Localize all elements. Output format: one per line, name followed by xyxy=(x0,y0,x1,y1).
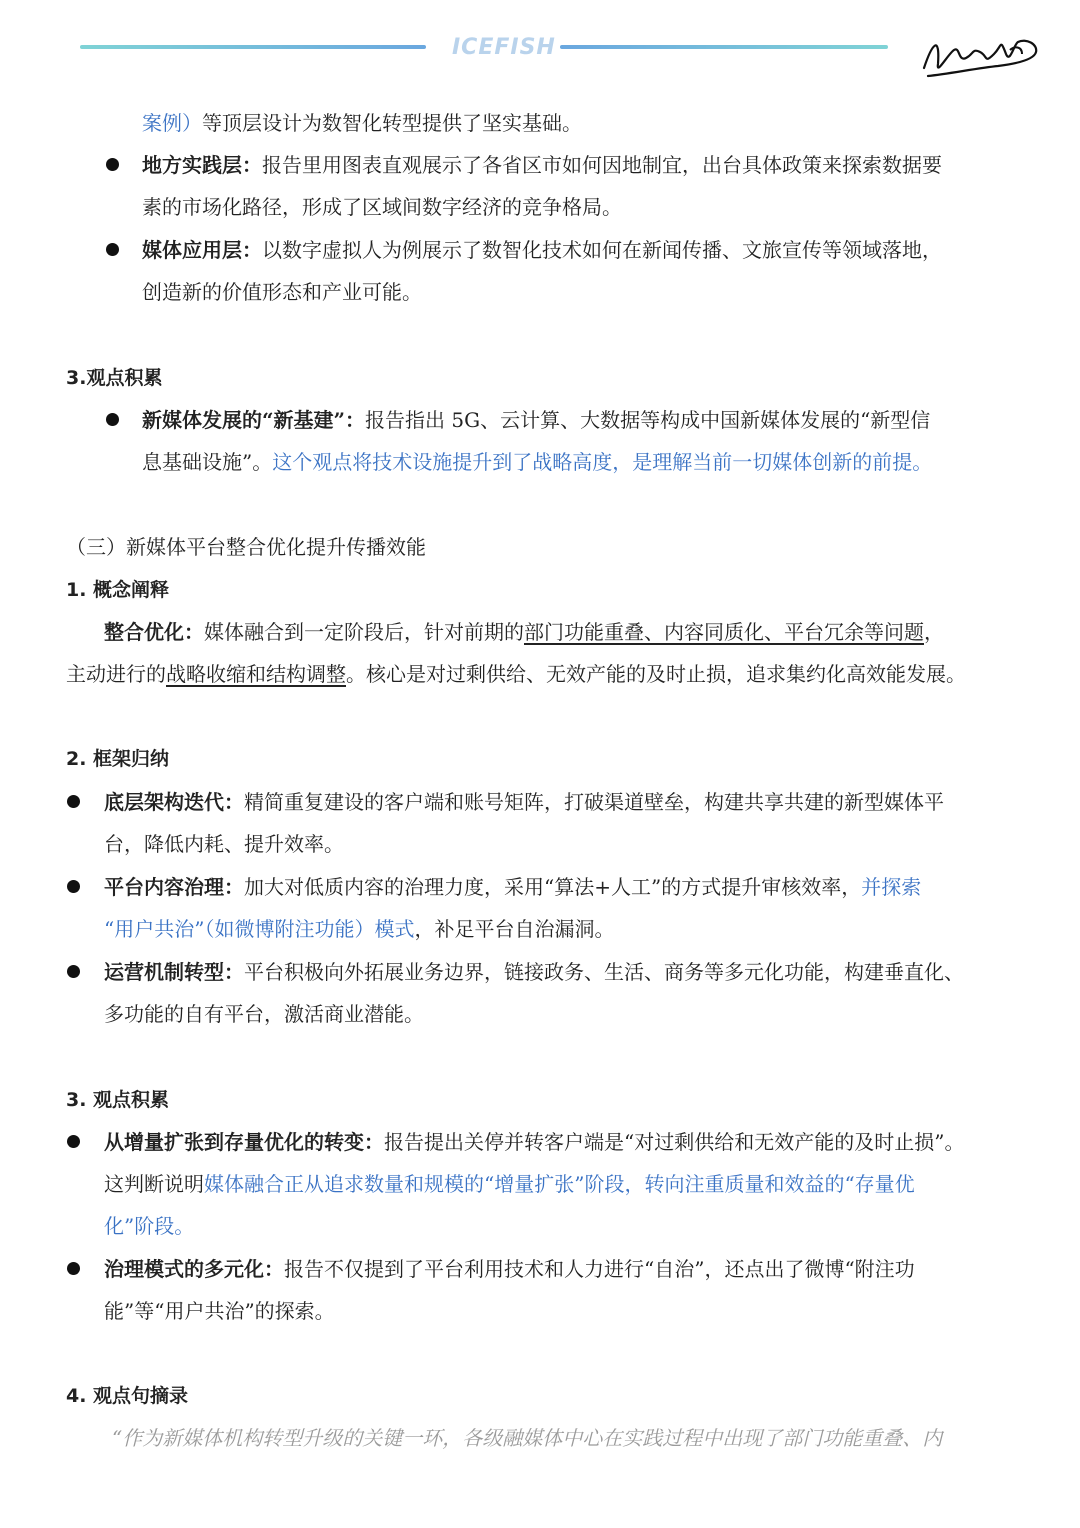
list-item-term: 运营机制转型： xyxy=(104,960,244,984)
list-item-continuation xyxy=(104,915,614,943)
subsection-heading: 2. 框架归纳 xyxy=(66,748,170,770)
list-item-text: 报告指出 5G、云计算、大数据等构成中国新媒体发展的“新型信 xyxy=(365,408,931,432)
list-item xyxy=(142,151,942,179)
quote-text: “作为新媒体机构转型升级的关键一环，各级融媒体中心在实践过程中出现了部门功能重叠、内 xyxy=(112,1426,943,1450)
list-item-term: 平台内容治理： xyxy=(104,875,244,899)
highlighted-text: “用户共治”（如微博附注功能）模式 xyxy=(104,917,415,941)
list-item-text: 报告里用图表直观展示了各省区市如何因地制宜，出台具体政策来探索数据要 xyxy=(262,153,942,177)
header-rule-right xyxy=(560,45,888,49)
list-item-continuation xyxy=(142,448,932,476)
list-item xyxy=(104,788,944,816)
concept-term: 整合优化： xyxy=(104,620,204,644)
bullet-dot xyxy=(67,1262,80,1275)
list-item-term: 新媒体发展的“新基建”： xyxy=(142,408,366,432)
highlighted-text: 化”阶段。 xyxy=(104,1214,195,1238)
list-item-term: 地方实践层： xyxy=(142,153,262,177)
section-title: （三）新媒体平台整合优化提升传播效能 xyxy=(66,535,426,559)
list-item-continuation: 台，降低内耗、提升效率。 xyxy=(104,832,344,856)
list-item-text: 报告不仅提到了平台利用技术和人力进行“自治”，还点出了微博“附注功 xyxy=(284,1257,915,1281)
icefish-logo: ICEFISH xyxy=(452,35,556,60)
concept-text: 主动进行的 xyxy=(66,662,166,686)
list-item-continuation: 创造新的价值形态和产业可能。 xyxy=(142,280,422,304)
concept-text: 。核心是对过剩供给、无效产能的及时止损，追求集约化高效能发展。 xyxy=(346,662,966,686)
underlined-text: 部门功能重叠、内容同质化、平台冗余等问题 xyxy=(524,620,924,644)
subsection-heading: 1. 概念阐释 xyxy=(66,579,170,601)
subsection-heading: 3. 观点积累 xyxy=(66,1089,170,1111)
list-item-term: 治理模式的多元化： xyxy=(104,1257,284,1281)
highlighted-text: 这个观点将技术设施提升到了战略高度，是理解当前一切媒体创新的前提。 xyxy=(272,450,933,474)
subsection-heading: 4. 观点句摘录 xyxy=(66,1385,189,1407)
list-item-term: 从增量扩张到存量优化的转变： xyxy=(104,1130,384,1154)
list-item-text: 报告提出关停并转客户端是“对过剩供给和无效产能的及时止损”。 xyxy=(384,1130,965,1154)
highlighted-text: 媒体融合正从追求数量和规模的“增量扩张”阶段，转向注重质量和效益的“存量优 xyxy=(204,1172,915,1196)
bullet-dot xyxy=(106,243,119,256)
list-item xyxy=(104,873,921,901)
continued-blue-text: 案例） xyxy=(142,111,202,135)
list-item-text: 加大对低质内容的治理力度，采用“算法+人工”的方式提升审核效率， xyxy=(244,875,862,899)
concept-text: ， xyxy=(924,620,944,644)
bullet-dot xyxy=(67,795,80,808)
bullet-dot xyxy=(106,413,119,426)
section-heading: 3.观点积累 xyxy=(66,367,163,389)
list-item-text: 平台积极向外拓展业务边界，链接政务、生活、商务等多元化功能，构建垂直化、 xyxy=(244,960,964,984)
list-item xyxy=(142,236,942,264)
list-item-term: 媒体应用层： xyxy=(142,238,262,262)
highlighted-text: 并探索 xyxy=(861,875,922,899)
continued-text: 等顶层设计为数智化转型提供了坚实基础。 xyxy=(202,111,582,135)
header-rule-left xyxy=(80,45,426,49)
list-item-text: 精简重复建设的客户端和账号矩阵，打破渠道壁垒，构建共享共建的新型媒体平 xyxy=(244,790,944,814)
list-item-text: 这判断说明 xyxy=(104,1172,204,1196)
bullet-dot xyxy=(67,965,80,978)
underlined-text: 战略收缩和结构调整 xyxy=(166,662,346,686)
bullet-dot xyxy=(67,1135,80,1148)
list-item-continuation: 多功能的自有平台，激活商业潜能。 xyxy=(104,1002,424,1026)
concept-paragraph xyxy=(104,618,944,646)
list-item-continuation: 素的市场化路径，形成了区域间数字经济的竞争格局。 xyxy=(142,195,622,219)
list-item xyxy=(104,1255,915,1283)
bullet-dot xyxy=(106,158,119,171)
list-item-term: 底层架构迭代： xyxy=(104,790,244,814)
bullet-dot xyxy=(67,880,80,893)
page-header xyxy=(0,0,1080,90)
list-item-text: ，补足平台自治漏洞。 xyxy=(414,917,615,941)
continued-paragraph xyxy=(142,109,582,137)
list-item xyxy=(142,406,930,434)
list-item-text: 息基础设施”。 xyxy=(142,450,273,474)
list-item-text: 以数字虚拟人为例展示了数智化技术如何在新闻传播、文旅宣传等领域落地， xyxy=(262,238,942,262)
concept-paragraph-continuation xyxy=(66,660,966,688)
list-item xyxy=(104,958,964,986)
list-item-continuation xyxy=(104,1170,915,1198)
list-item-continuation: 能”等“用户共治”的探索。 xyxy=(104,1299,335,1323)
signature-logo xyxy=(918,24,1044,80)
list-item xyxy=(104,1128,964,1156)
concept-text: 媒体融合到一定阶段后，针对前期的 xyxy=(204,620,524,644)
